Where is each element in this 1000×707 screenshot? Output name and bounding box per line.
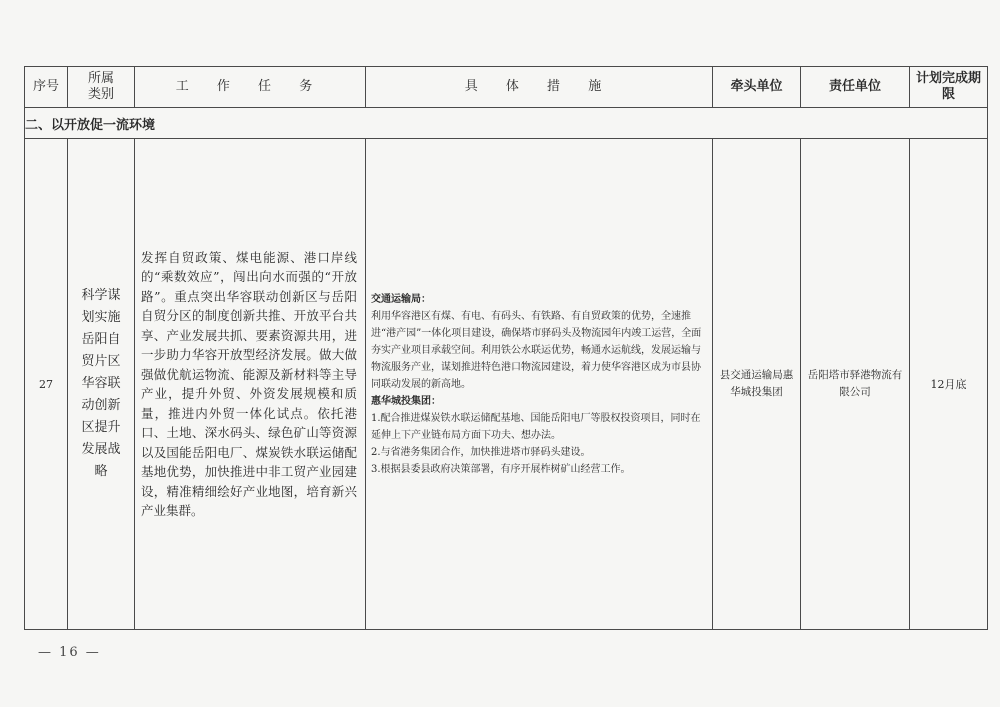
header-measures: 具 体 措 施	[366, 67, 713, 108]
header-category: 所属类别	[68, 67, 135, 108]
measure-item: 1.配合推进煤炭铁水联运储配基地、国能岳阳电厂等股权投资项目，同时在延伸上下产业链布局方面下功夫、想办法。	[371, 412, 701, 441]
header-deadline: 计划完成期限	[910, 67, 988, 108]
row-resp-unit: 岳阳塔市驿港物流有限公司	[801, 139, 910, 630]
page-number: — 16 —	[38, 645, 101, 660]
measure-transport-text: 利用华容港区有煤、有电、有码头、有铁路、有自贸政策的优势，全速推进“港产园”一体化项目建设，确保塔市驿码头及物流园年内竣工运营，全面夯实产业项目承载空间。利用铁公水联运优势，畅通水运航线，发展运输与物流服务产业，谋划推进特色港口物流园建设，着力使华容港区成为市县协同联动发展的新高地。	[371, 310, 702, 390]
task-table	[24, 66, 988, 630]
section-row	[25, 108, 988, 139]
measure-transport-title: 交通运输局：	[371, 293, 431, 305]
measure-huihua-title: 惠华城投集团：	[371, 395, 441, 407]
header-resp-unit: 责任单位	[801, 67, 910, 108]
section-title: 二、以开放促一流环境	[25, 108, 988, 139]
table-row	[25, 139, 988, 630]
document-sheet	[24, 66, 987, 630]
row-measures	[366, 139, 713, 630]
row-task: 发挥自贸政策、煤电能源、港口岸线的“乘数效应”，闯出向水而强的“开放路”。重点突出华容联动创新区与岳阳自贸分区的制度创新共推、开放平台共享、产业发展共抓、要素资源共用，进一步助力华容开放型经济发展。做大做强做优航运物流、能源及新材料等主导产业，提升外贸、外资发展规模和质量，推进内外贸一体化试点。依托港口、土地、深水码头、绿色矿山等资源以及国能岳阳电厂、煤炭铁水联运储配基地优势，加快推进中非工贸产业园建设，精准精细绘好产业地图，培育新兴产业集群。	[135, 139, 366, 630]
header-task: 工 作 任 务	[135, 67, 366, 108]
row-category: 科学谋划实施岳阳自贸片区华容联动创新区提升发展战略	[68, 139, 135, 630]
row-lead-unit: 县交通运输局惠华城投集团	[713, 139, 801, 630]
header-lead-unit: 牵头单位	[713, 67, 801, 108]
header-num: 序号	[25, 67, 68, 108]
row-deadline: 12月底	[910, 139, 988, 630]
row-number: 27	[25, 139, 68, 630]
table-header-row	[25, 67, 988, 108]
measure-item: 2.与省港务集团合作，加快推进塔市驿码头建设。	[371, 446, 591, 458]
measure-item: 3.根据县委县政府决策部署，有序开展柞树矿山经营工作。	[371, 463, 631, 475]
